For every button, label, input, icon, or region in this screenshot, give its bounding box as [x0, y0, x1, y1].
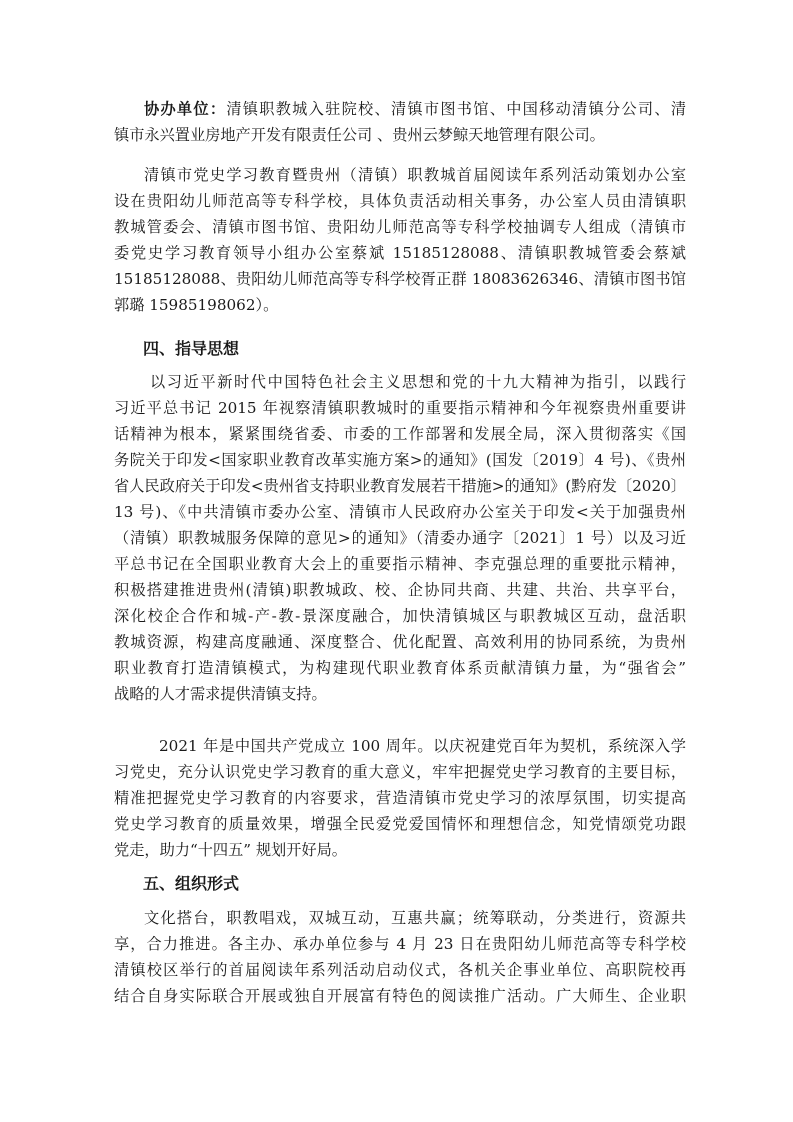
paragraph-line: 委党史学习教育领导小组办公室蔡斌 15185128088、清镇职教城管委会蔡斌 — [114, 244, 686, 262]
paragraph-line: 结合自身实际联合开展或独自开展富有特色的阅读推广活动。广大师生、企业职 — [114, 987, 686, 1005]
office-paragraph — [114, 162, 686, 318]
paragraph-line: 党史学习教育的质量效果，增强全民爱党爱国情怀和理想信念，知党情颂党功跟 — [114, 815, 686, 833]
paragraph-line: 战略的人才需求提供清镇支持。 — [114, 685, 327, 703]
paragraph-line: 精准把握党史学习教育的内容要求，营造清镇市党史学习的浓厚氛围，切实提高 — [114, 789, 686, 807]
paragraph-line: 教城管委会、清镇市图书馆、贵阳幼儿师范高等专科学校抽调专人组成（清镇市 — [114, 218, 686, 236]
paragraph-line: 教城资源，构建高度融通、深度整合、优化配置、高效利用的协同系统，为贵州 — [114, 633, 686, 651]
paragraph-line: 享，合力推进。各主办、承办单位参与 4 月 23 日在贵阳幼儿师范高等专科学校 — [114, 935, 686, 953]
paragraph-line: 设在贵阳幼儿师范高等专科学校，具体负责活动相关事务，办公室人员由清镇职 — [114, 192, 686, 210]
paragraph-line: 郭璐 15985198062）。 — [114, 296, 279, 314]
co-organizers-line: 协办单位：清镇职教城入驻院校、清镇市图书馆、中国移动清镇分公司、清 — [144, 100, 686, 118]
paragraph-line: 务院关于印发<国家职业教育改革实施方案>的通知》(国发〔2019〕4 号)、《贵州 — [114, 451, 686, 469]
paragraph-line: 深化校企合作和城-产-教-景深度融合，加快清镇城区与职教城区互动，盘活职 — [114, 607, 686, 625]
paragraph-line: 13 号)、《中共清镇市委办公室、清镇市人民政府办公室关于印发<关于加强贵州 — [114, 503, 686, 521]
paragraph-line: 习近平总书记 2015 年视察清镇职教城时的重要指示精神和今年视察贵州重要讲 — [114, 399, 686, 417]
paragraph-line: 15185128088、贵阳幼儿师范高等专科学校胥正群 18083626346、清镇市图书馆 — [114, 270, 686, 288]
guiding-ideology-paragraph — [114, 369, 686, 707]
paragraph-line: 清镇校区举行的首届阅读年系列活动启动仪式，各机关企事业单位、高职院校再 — [114, 961, 686, 979]
paragraph-line: 2021 年是中国共产党成立 100 周年。以庆祝建党百年为契机，系统深入学 — [159, 737, 686, 755]
paragraph-line: 积极搭建推进贵州(清镇)职教城政、校、企协同共商、共建、共治、共享平台， — [114, 581, 686, 599]
paragraph-line: 文化搭台，职教唱戏，双城互动，互惠共赢；统筹联动，分类进行，资源共 — [144, 909, 686, 927]
co-organizers-line: 镇市永兴置业房地产开发有限责任公司 、贵州云梦鲸天地管理有限公司。 — [114, 126, 605, 144]
paragraph-line: 清镇市党史学习教育暨贵州（清镇）职教城首届阅读年系列活动策划办公室 — [144, 166, 686, 184]
section-heading-organization-form: 五、组织形式 — [143, 874, 240, 893]
co-organizers-paragraph — [114, 96, 686, 148]
paragraph-line: 省人民政府关于印发<贵州省支持职业教育发展若干措施>的通知》(黔府发〔2020〕 — [114, 477, 686, 495]
paragraph-line: 党走，助力“十四五” 规划开好局。 — [114, 841, 347, 859]
organization-form-paragraph — [114, 905, 686, 1009]
paragraph-line: 话精神为根本，紧紧围绕省委、市委的工作部署和发展全局，深入贯彻落实《国 — [114, 425, 686, 443]
paragraph-line: 以习近平新时代中国特色社会主义思想和党的十九大精神为指引，以践行 — [150, 373, 686, 391]
paragraph-line: 习党史，充分认识党史学习教育的重大意义，牢牢把握党史学习教育的主要目标， — [114, 763, 686, 781]
section-heading-guiding-ideology: 四、指导思想 — [143, 339, 240, 358]
co-organizers-label: 协办单位： — [144, 100, 227, 118]
party-history-paragraph — [114, 733, 686, 863]
paragraph-line: （清镇）职教城服务保障的意见>的通知》（清委办通字〔2021〕1 号）以及习近 — [114, 529, 686, 547]
paragraph-line: 平总书记在全国职业教育大会上的重要指示精神、李克强总理的重要批示精神， — [114, 555, 686, 573]
paragraph-line: 职业教育打造清镇模式，为构建现代职业教育体系贡献清镇力量，为“强省会” — [114, 659, 686, 677]
